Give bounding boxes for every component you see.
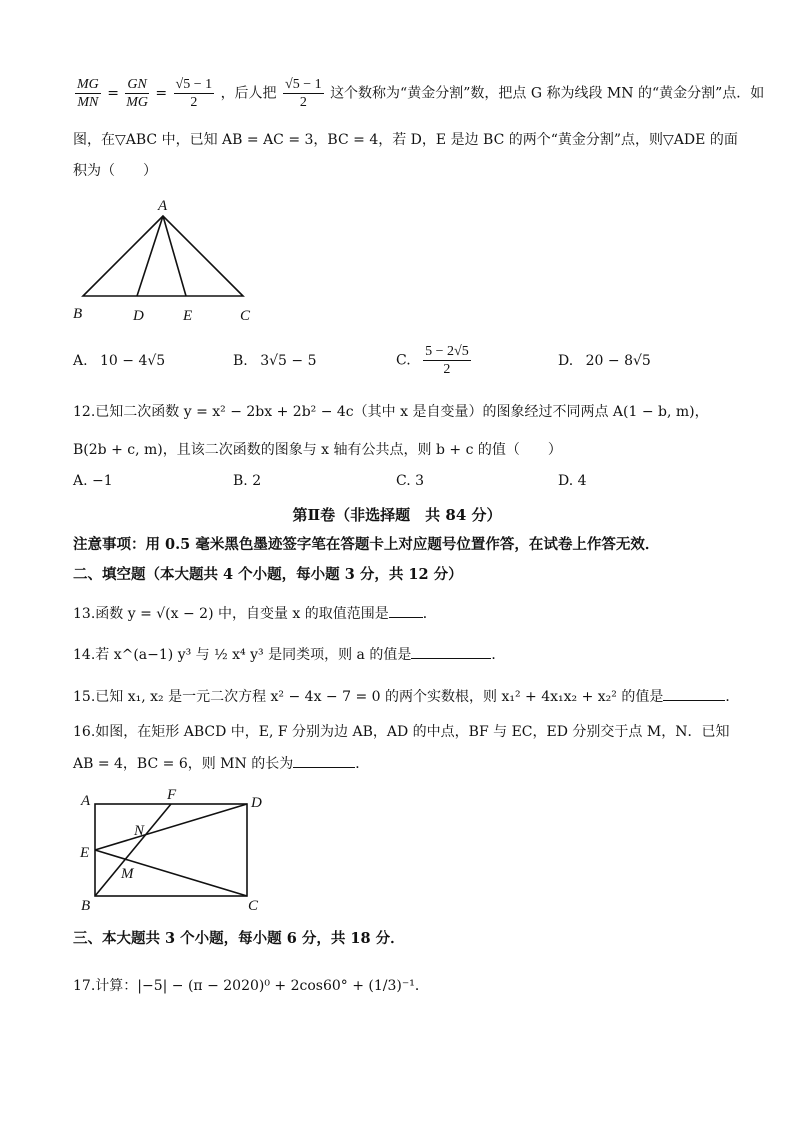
option-label: C. (396, 352, 411, 369)
option-value: 10 − 4√5 (100, 353, 166, 369)
q15 (73, 686, 739, 707)
label-c: C (248, 898, 259, 914)
label-d: D (251, 795, 262, 811)
frac-den: 2 (443, 362, 451, 377)
q16-text: AB = 4，BC = 6，则 MN 的长为 (73, 756, 294, 772)
answer-blank[interactable] (293, 753, 355, 768)
q11-option-a[interactable] (73, 353, 165, 369)
q12-option-d[interactable]: D. 4 (558, 473, 587, 489)
option-value: 3√5 − 5 (260, 353, 317, 369)
answer-blank[interactable] (389, 603, 423, 618)
rectangle-abcd (95, 804, 247, 896)
frac-num: 5 − 2√5 (425, 344, 469, 359)
label-n: N (134, 823, 145, 839)
option-value: 20 − 8√5 (585, 353, 651, 369)
option-label: A. (73, 353, 88, 369)
q13-end: ． (422, 606, 437, 622)
frac-num: √5 − 1 (285, 77, 322, 92)
fraction-golden-2 (283, 76, 324, 111)
label-c: C (240, 308, 251, 324)
q11-option-d[interactable] (558, 353, 651, 369)
frac-num: √5 − 1 (175, 77, 213, 92)
q11-option-c[interactable] (396, 343, 473, 378)
q14 (73, 644, 505, 665)
q15-text: 15.已知 x₁, x₂ 是一元二次方程 x² − 4x − 7 = 0 的两个实数根，则 x₁² + 4x₁x₂ + x₂² 的值是 (73, 689, 664, 705)
q14-text: 14.若 x^(a−1) y³ 与 ½ x⁴ y³ 是同类项，则 a 的值是 (73, 647, 412, 663)
q12-line1: 12.已知二次函数 y = x² − 2bx + 2b² − 4c（其中 x 是自变量）的图象经过不同两点 A(1 − b, m)， (73, 404, 709, 420)
label-f: F (167, 787, 177, 803)
q13-text: 13.函数 y = √(x − 2) 中，自变量 x 的取值范围是 (73, 606, 389, 622)
option-fraction (423, 343, 471, 378)
label-e: E (183, 308, 193, 324)
frac-den: 2 (299, 95, 307, 110)
label-e: E (80, 845, 90, 861)
notice: 注意事项：用 0.5 毫米黑色墨迹签字笔在答题卡上对应题号位置作答，在试卷上作答无效． (73, 536, 660, 553)
label-b: B (73, 306, 83, 322)
label-d: D (133, 308, 144, 324)
triangle-abc (83, 216, 243, 296)
frac-den: 2 (190, 95, 198, 110)
frac-num: MG (77, 77, 99, 92)
answer-blank[interactable] (663, 686, 725, 701)
frac-den: MN (77, 95, 99, 110)
q11-line2: 图，在▽ABC 中，已知 AB = AC = 3，BC = 4，若 D，E 是边 BC 的两个“黄金分割”点，则▽ADE 的面 (73, 132, 738, 148)
q11-line3: 积为（ ） (73, 163, 157, 179)
label-a: A (81, 793, 91, 809)
q17: 17.计算：|−5| − (π − 2020)⁰ + 2cos60° + (1/3)⁻¹． (73, 978, 429, 994)
q14-end: ． (491, 647, 506, 663)
frac-num: GN (127, 77, 147, 92)
q16-end: ． (355, 756, 370, 772)
option-label: D. (558, 353, 574, 369)
option-label: B. (233, 353, 248, 369)
segment-ec (95, 850, 247, 896)
q11-option-b[interactable] (233, 353, 316, 369)
answer-blank[interactable] (411, 644, 491, 659)
segment-ed (95, 804, 247, 850)
q16-line1: 16.如图，在矩形 ABCD 中，E, F 分别为边 AB，AD 的中点，BF 与 EC，ED 分别交于点 M，N．已知 (73, 724, 730, 740)
label-m: M (121, 866, 134, 882)
fraction-golden (174, 76, 215, 111)
q13 (73, 603, 437, 624)
section3-heading: 三、本大题共 3 个小题，每小题 6 分，共 18 分． (73, 930, 405, 947)
segment-bf (95, 804, 171, 896)
q12-option-c[interactable]: C. 3 (396, 473, 425, 489)
frac-den: MG (126, 95, 149, 110)
fraction-gn-mg (125, 76, 148, 111)
q16-line2 (73, 753, 369, 774)
fraction-mg-mn (75, 76, 101, 111)
rectangle-figure (75, 785, 275, 915)
q15-end: ． (725, 689, 740, 705)
label-b: B (81, 898, 91, 914)
triangle-figure (70, 194, 270, 329)
q12-option-b[interactable]: B. 2 (233, 473, 262, 489)
q12-option-a[interactable]: A. −1 (73, 473, 113, 489)
q12-line2: B(2b + c, m)，且该二次函数的图象与 x 轴有公共点，则 b + c 的值（ ） (73, 442, 562, 458)
label-a: A (158, 198, 168, 214)
q11-text-a: ，后人把 (220, 85, 277, 102)
q11-text-b: 这个数称为“黄金分割”数，把点 G 称为线段 MN 的“黄金分割”点．如 (330, 85, 765, 102)
q11-line1: $\frac{MG}{MN}$ = $\frac{GN}{MG}$ = $\frac{√5 - 1}{2}$ ，后人把 $\frac{√5 - 1}{2}$ 这个数称为“黄金分割”数，把点 G 称为线段 MN 的“黄金分割”点．如 (77, 77, 765, 110)
section2-heading: 二、填空题（本大题共 4 个小题，每小题 3 分，共 12 分） (73, 566, 463, 583)
part2-title: 第Ⅱ卷（非选择题 共 84 分） (292, 506, 502, 524)
